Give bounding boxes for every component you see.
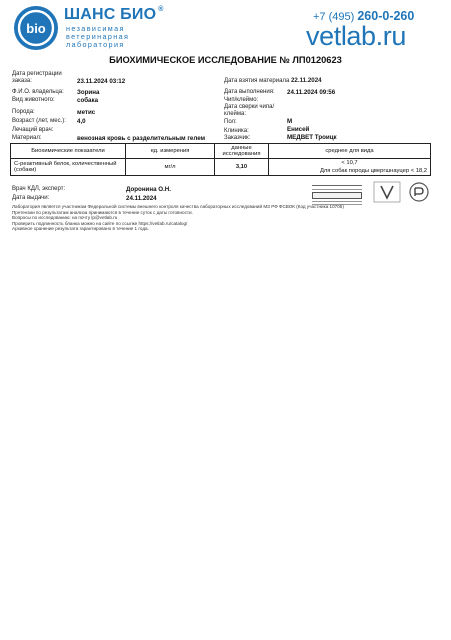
sampling-date-label: Дата взятия материала	[224, 78, 290, 84]
cell-value: 3,10	[215, 159, 269, 176]
table-header-row	[11, 144, 431, 159]
footer-line: Проверить подлинность бланка можно на сайте по ссылке https://vetlab.ru/catalog/	[12, 220, 188, 226]
certification-stamp	[312, 183, 362, 205]
label-chip: Чип/клеймо:	[224, 97, 259, 103]
tagline-line: лаборатория	[66, 40, 125, 49]
iso-certification-icon	[406, 181, 432, 203]
label-completion-date: Дата выполнения:	[224, 89, 275, 95]
value-completion-date: 24.11.2024 09:56	[287, 89, 336, 96]
phone-prefix: +7 (495)	[313, 11, 355, 23]
bio-logo-icon	[14, 6, 58, 50]
label-clinic: Клиника:	[224, 128, 249, 134]
value-sampling-date: 22.11.2024	[290, 77, 322, 84]
tagline-line: ветеринарная	[66, 32, 130, 41]
label-doctor-expert: Врач КДЛ, эксперт:	[12, 186, 66, 192]
value-issue-date: 24.11.2024	[126, 195, 157, 202]
footer-line: Вопросы по исследованию: на почту lp@vetlab.ru	[12, 215, 118, 221]
value-doctor-expert: Доронина О.Н.	[126, 186, 171, 193]
rsbo-certification-icon	[373, 181, 401, 203]
brand-tagline	[66, 25, 129, 49]
label-age: Возраст (лет, мес.):	[12, 118, 66, 124]
brand-name-text: ШАНС БИО	[64, 6, 157, 23]
website-link[interactable]: vetlab.ru	[306, 21, 406, 51]
footer-line: Претензии по результатам анализа принимаются в течение суток с даты готовности.	[12, 209, 193, 215]
reference-line: < 10,7	[341, 160, 358, 166]
value-breed: метис	[77, 109, 96, 116]
label-owner: Ф.И.О. владельца:	[12, 89, 64, 95]
value-clinic: Енисей	[287, 126, 310, 133]
brand-name	[64, 6, 164, 24]
value-material: венозная кровь с разделительным гелем	[77, 135, 206, 142]
cell-indicator-name: С-реактивный белок, количественный (собаки)	[11, 159, 126, 176]
label-breed: Порода:	[12, 109, 35, 115]
phone-number: 260-0-260	[357, 9, 415, 23]
label-species: Вид животного:	[12, 97, 55, 103]
value-owner: Зорина	[77, 89, 100, 96]
reference-line: Для собак породы цвергшнауцер < 18,2	[319, 168, 427, 174]
label-doctor: Лечащий врач:	[12, 127, 54, 133]
label-material: Материал:	[12, 135, 42, 141]
cell-reference	[269, 159, 431, 176]
results-table	[10, 143, 431, 176]
header-value: данные исследования	[215, 144, 269, 159]
value-customer: МЕДВЕТ Троицк	[287, 134, 337, 141]
brand-logo	[14, 6, 58, 50]
value-registration-date: 23.11.2024 03:12	[77, 78, 126, 85]
value-age: 4,0	[77, 118, 86, 125]
cell-unit: мг/л	[126, 159, 215, 176]
label-issue-date: Дата выдачи:	[12, 195, 50, 201]
footer-notes	[12, 204, 372, 232]
logo-text: bio	[26, 21, 46, 36]
document-title: БИОХИМИЧЕСКОЕ ИССЛЕДОВАНИЕ № ЛП0120623	[109, 55, 342, 65]
header-unit: ед. измерения	[126, 144, 215, 159]
footer-line: Лаборатория является участником Федеральной системы внешнего контроля качества лабораторных исследований МЗ РФ ФСВОК (Код участника 10705)	[12, 204, 344, 209]
footer-line: Архивное хранение результата гарантировано в течение 1 года.	[12, 226, 149, 232]
label-registration-date: Дата регистрации заказа:	[12, 71, 62, 84]
header-indicator: Биохимические показатели	[11, 144, 126, 159]
label-sex: Пол:	[224, 119, 237, 125]
value-sex: М	[287, 118, 293, 125]
value-species: собака	[77, 97, 99, 104]
registered-mark: ®	[158, 6, 164, 13]
header-reference: среднее для вида	[269, 144, 431, 159]
label-chip-check-date: Дата сверки чипа/клейма:	[224, 104, 275, 117]
label-customer: Заказчик:	[224, 135, 251, 141]
table-row	[11, 159, 431, 176]
tagline-line: независимая	[66, 24, 125, 33]
label-sampling-date	[224, 78, 322, 85]
